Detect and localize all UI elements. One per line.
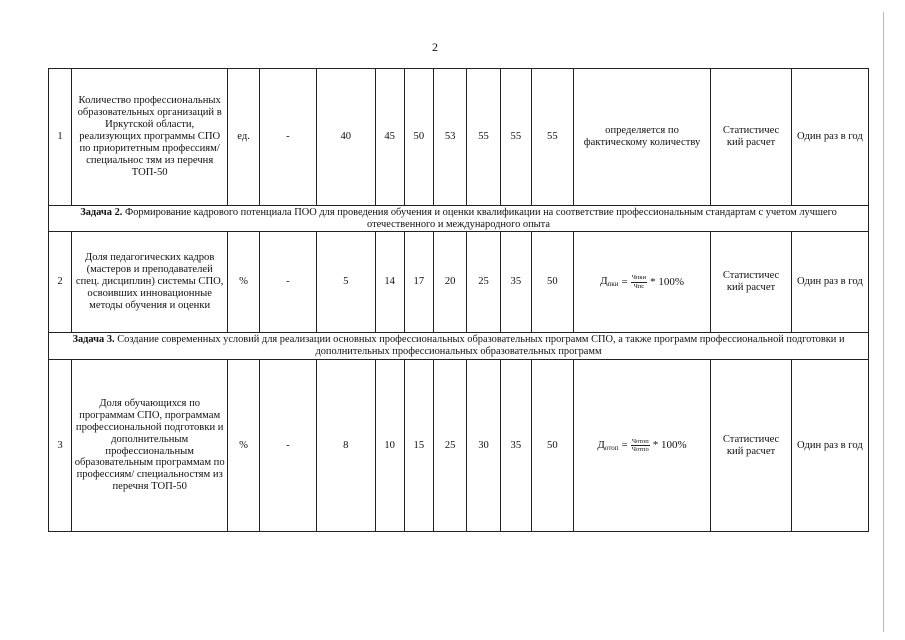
formula-fraction xyxy=(631,438,650,453)
value-cell: 45 xyxy=(375,69,404,206)
calculation-method: определяется по фактическому количеству xyxy=(573,69,711,206)
formula-tail: * 100% xyxy=(650,275,684,288)
value-cell: 15 xyxy=(404,360,433,532)
data-source: Статистичес кий расчет xyxy=(711,360,791,532)
task-label: Задача 2. xyxy=(80,206,123,218)
value-cell: 50 xyxy=(531,360,573,532)
frequency-cell: Один раз в год xyxy=(791,69,868,206)
indicator-name: Доля педагогических кадров (мастеров и преподавателей спец. дисциплин) системы СПО, освоивших инновационные методы обучения и оценки xyxy=(71,232,227,333)
row-number: 1 xyxy=(49,69,72,206)
value-cell: 40 xyxy=(317,69,375,206)
unit-cell: ед. xyxy=(228,69,259,206)
base-value-cell: - xyxy=(259,69,316,206)
task-heading xyxy=(49,206,869,232)
value-cell: 25 xyxy=(467,232,500,333)
formula-denominator: Чотпо xyxy=(631,446,649,453)
page-number: 2 xyxy=(432,40,438,54)
calculation-formula xyxy=(573,232,711,333)
value-cell: 55 xyxy=(467,69,500,206)
formula-fraction xyxy=(631,274,647,289)
formula-tail: * 100% xyxy=(652,439,687,452)
formula xyxy=(600,274,684,289)
indicator-name: Доля обучающихся по программам СПО, программам профессиональной подготовки и дополнительным профессиональным образовательным программам по профессиям/ специальностям из перечня ТОП-50 xyxy=(71,360,227,532)
formula-numerator: Чпки xyxy=(631,274,647,282)
table-row xyxy=(49,69,869,206)
indicators-table xyxy=(48,68,869,532)
data-source: Статистичес кий расчет xyxy=(711,69,791,206)
task-label: Задача 3. xyxy=(72,334,115,346)
value-cell: 30 xyxy=(467,360,500,532)
base-value-cell: - xyxy=(259,360,316,532)
formula-numerator: Чотоп xyxy=(631,437,649,445)
row-number: 2 xyxy=(49,232,72,333)
value-cell: 5 xyxy=(317,232,375,333)
formula-denominator: Чпс xyxy=(633,282,645,290)
formula-equals: = xyxy=(621,275,628,288)
scan-edge-rule xyxy=(883,12,884,632)
value-cell: 20 xyxy=(433,232,466,333)
value-cell: 50 xyxy=(531,232,573,333)
task-text: Формирование кадрового потенциала ПОО для проведения обучения и оценки квалификации на соответствие профессиональным стандартам с учетом лучшего отечественного и международного опыта xyxy=(125,206,837,230)
formula-lhs: $Д_{отоп}$ xyxy=(597,438,619,452)
frequency-cell: Один раз в год xyxy=(791,232,868,333)
unit-cell: % xyxy=(228,360,259,532)
value-cell: 50 xyxy=(404,69,433,206)
table-row xyxy=(49,232,869,333)
base-value-cell: - xyxy=(259,232,316,333)
value-cell: 35 xyxy=(500,360,531,532)
task-text: Создание современных условий для реализации основных профессиональных образовательных программ СПО, а также программ профессиональной подготовки и дополнительных профессиональных образовательных программ xyxy=(117,334,845,357)
formula-equals: = xyxy=(621,439,628,452)
value-cell: 35 xyxy=(500,232,531,333)
frequency-cell: Один раз в год xyxy=(791,360,868,532)
value-cell: 55 xyxy=(500,69,531,206)
row-number: 3 xyxy=(49,360,72,532)
value-cell: 55 xyxy=(531,69,573,206)
value-cell: 8 xyxy=(317,360,375,532)
task-heading xyxy=(49,333,869,360)
value-cell: 53 xyxy=(433,69,466,206)
calculation-formula xyxy=(573,360,711,532)
value-cell: 14 xyxy=(375,232,404,333)
task-row xyxy=(49,333,869,360)
indicator-name: Количество профессиональных образовательных организаций в Иркутской области, реализующих программы СПО по приоритетным профессиям/специальнос тям из перечня ТОП-50 xyxy=(71,69,227,206)
unit-cell: % xyxy=(228,232,259,333)
table-row xyxy=(49,360,869,532)
value-cell: 10 xyxy=(375,360,404,532)
formula-lhs: $Д_{пки}$ xyxy=(600,275,619,289)
task-row xyxy=(49,206,869,232)
value-cell: 25 xyxy=(433,360,466,532)
formula xyxy=(597,438,686,453)
value-cell: 17 xyxy=(404,232,433,333)
data-source: Статистичес кий расчет xyxy=(711,232,791,333)
